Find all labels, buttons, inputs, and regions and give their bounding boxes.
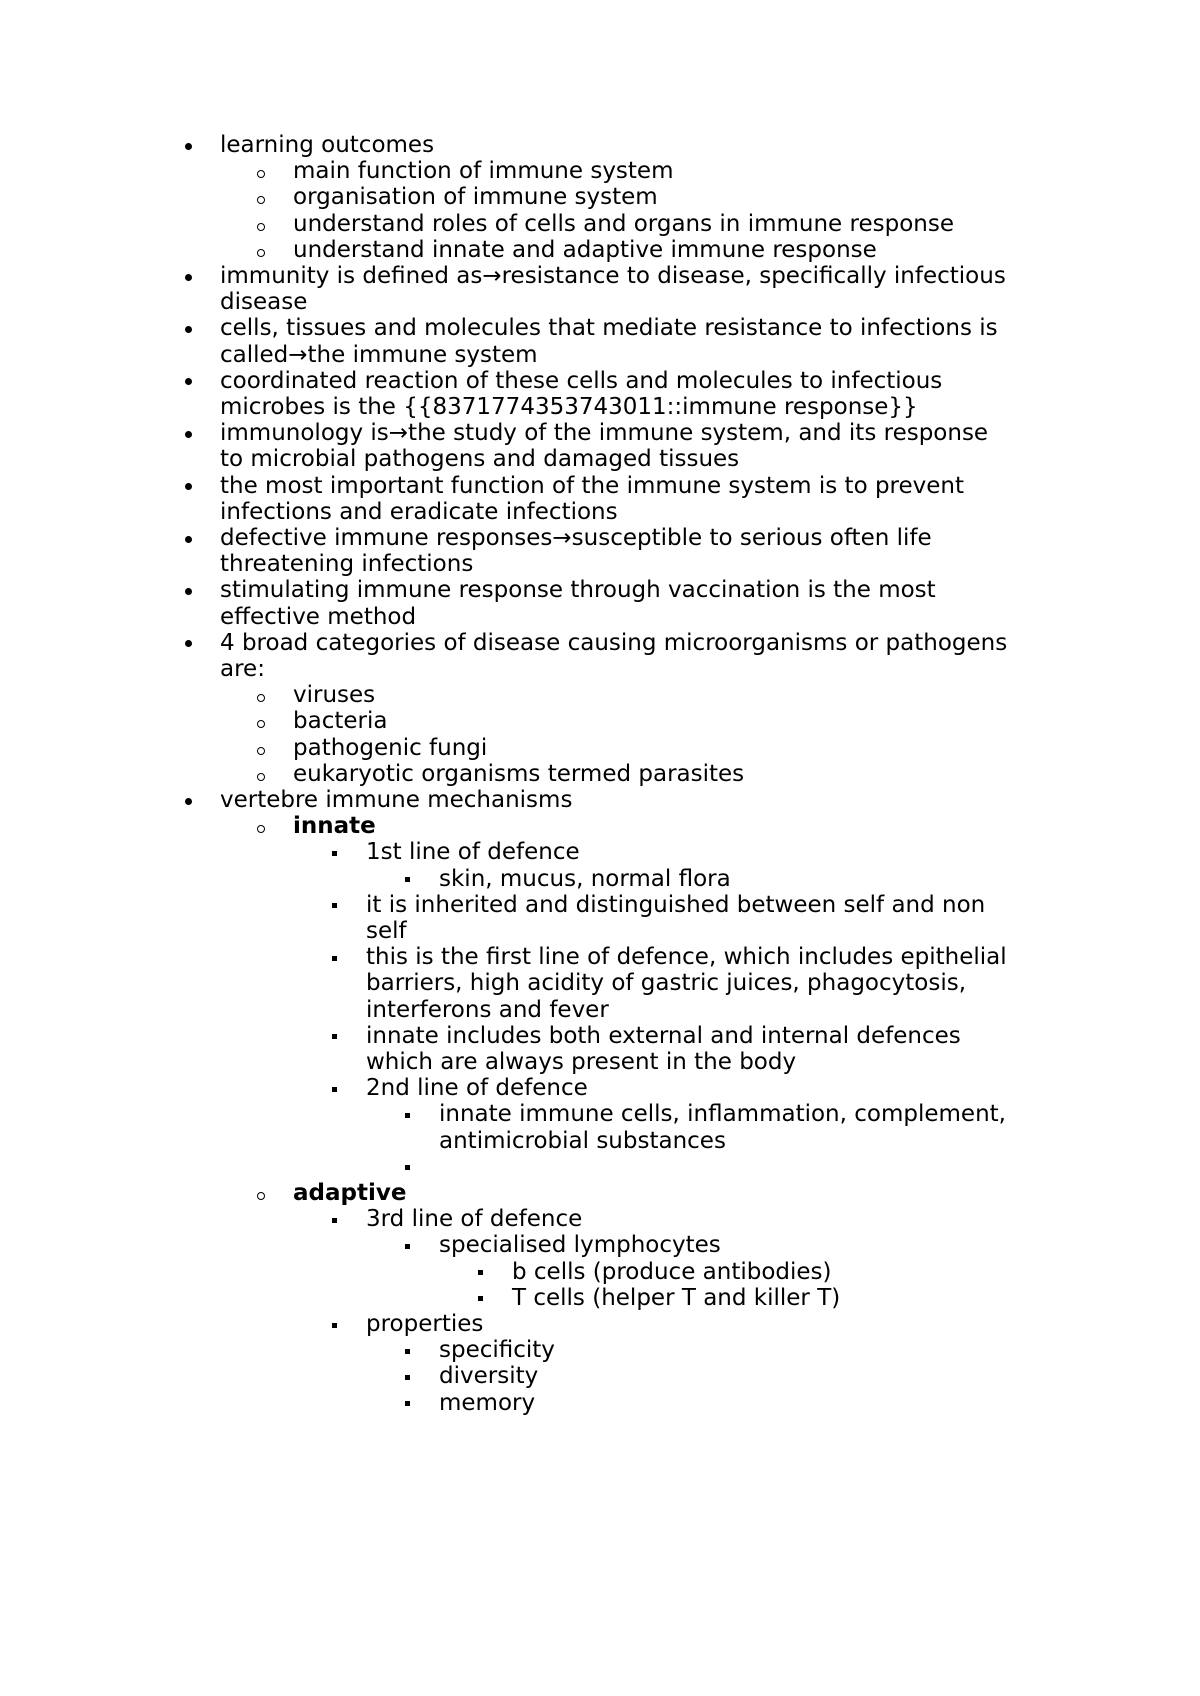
list-item-text: properties [366, 1311, 484, 1337]
list-item [0, 812, 1200, 840]
list-item [0, 1389, 1200, 1417]
list-item [0, 576, 1200, 604]
circle-bullet-icon [251, 210, 271, 238]
dot-bullet-icon [178, 576, 198, 604]
list-item-continuation [0, 445, 1200, 473]
list-item-text: main function of immune system [293, 158, 674, 185]
list-item-text: self [366, 918, 407, 944]
circle-bullet-icon [251, 157, 271, 185]
list-item-text: interferons and fever [366, 996, 609, 1023]
dot-bullet-icon [178, 629, 198, 657]
dot-bullet-icon [178, 131, 198, 159]
list-item-continuation [0, 917, 1200, 945]
list-item-text: skin, mucus, normal flora [439, 865, 731, 892]
list-item [0, 367, 1200, 395]
list-item [0, 1362, 1200, 1390]
list-item-continuation [0, 655, 1200, 683]
square-bullet-icon [324, 1310, 344, 1338]
list-item-continuation [0, 498, 1200, 526]
list-item-text: effective method [220, 603, 417, 630]
list-item [0, 183, 1200, 211]
list-item [0, 1153, 1200, 1181]
square-bullet-icon [324, 1205, 344, 1233]
square-bullet-icon [324, 1074, 344, 1102]
list-item-text: the most important function of the immune system is to prevent [220, 472, 965, 499]
list-item-text: eukaryotic organisms termed parasites [293, 760, 745, 787]
list-item [0, 707, 1200, 735]
list-item [0, 838, 1200, 866]
list-item-text: pathogenic fungi [293, 734, 488, 761]
list-item-text: learning outcomes [220, 132, 435, 158]
list-item-text: disease [220, 289, 308, 316]
list-item-continuation [0, 603, 1200, 631]
list-item-continuation [0, 341, 1200, 369]
list-item [0, 236, 1200, 264]
list-item-text: T cells (helper T and killer T) [512, 1284, 841, 1311]
square-bullet-icon [397, 1362, 417, 1390]
list-item-text: immunology is→the study of the immune system, and its response [220, 420, 989, 447]
list-item [0, 681, 1200, 709]
circle-bullet-icon [251, 812, 271, 840]
list-item-text: memory [439, 1389, 536, 1416]
list-item-text: this is the first line of defence, which includes epithelial [366, 944, 1007, 971]
list-item-text: infections and eradicate infections [220, 498, 618, 525]
circle-bullet-icon [251, 183, 271, 211]
square-bullet-icon [397, 1336, 417, 1364]
list-item-text: which are always present in the body [366, 1049, 797, 1075]
list-item [0, 760, 1200, 788]
dot-bullet-icon [178, 262, 198, 290]
square-bullet-icon [324, 838, 344, 866]
list-item-text: defective immune responses→susceptible to serious often life [220, 525, 932, 551]
list-item [0, 1179, 1200, 1207]
dot-bullet-icon [178, 524, 198, 552]
list-item [0, 629, 1200, 657]
circle-bullet-icon [251, 760, 271, 788]
list-item-text: it is inherited and distinguished between self and non [366, 891, 986, 918]
list-item-continuation [0, 288, 1200, 316]
list-item [0, 1231, 1200, 1259]
list-item [0, 1310, 1200, 1338]
dot-bullet-icon [178, 786, 198, 814]
list-item-text: vertebre immune mechanisms [220, 787, 573, 813]
list-item [0, 786, 1200, 814]
list-item [0, 314, 1200, 342]
list-item-text: specificity [439, 1337, 555, 1364]
dot-bullet-icon [178, 367, 198, 395]
list-item-continuation [0, 969, 1200, 997]
list-item-continuation [0, 1048, 1200, 1076]
list-item-text: barriers, high acidity of gastric juices, phagocytosis, [366, 970, 967, 997]
list-item [0, 419, 1200, 447]
square-bullet-icon [397, 1100, 417, 1128]
square-bullet-icon [324, 891, 344, 919]
list-item-text: cells, tissues and molecules that mediate resistance to infections is [220, 315, 998, 342]
section-heading: innate [293, 813, 376, 840]
list-item-text: 1st line of defence [366, 839, 580, 866]
list-item [0, 943, 1200, 971]
list-item-text: 4 broad categories of disease causing microorganisms or pathogens [220, 629, 1008, 656]
list-item [0, 472, 1200, 500]
list-item-text: bacteria [293, 708, 388, 735]
list-item-continuation [0, 1127, 1200, 1155]
list-item-text: threatening infections [220, 551, 474, 578]
square-bullet-icon [397, 865, 417, 893]
list-item-text: innate immune cells, inflammation, complement, [439, 1101, 1006, 1128]
square-bullet-icon [397, 1153, 417, 1181]
list-item [0, 131, 1200, 159]
list-item [0, 734, 1200, 762]
list-item-continuation [0, 996, 1200, 1024]
list-item-text: called→the immune system [220, 341, 538, 368]
list-item-text: understand innate and adaptive immune response [293, 236, 877, 263]
list-item-text: stimulating immune response through vaccination is the most [220, 577, 936, 604]
list-item [0, 1258, 1200, 1286]
list-item-text: specialised lymphocytes [439, 1232, 721, 1259]
circle-bullet-icon [251, 681, 271, 709]
list-item-text: understand roles of cells and organs in immune response [293, 210, 954, 237]
square-bullet-icon [397, 1231, 417, 1259]
list-item-text: immunity is defined as→resistance to disease, specifically infectious [220, 263, 1006, 289]
list-item [0, 157, 1200, 185]
list-item-text: coordinated reaction of these cells and molecules to infectious [220, 367, 943, 394]
list-item-text: diversity [439, 1363, 539, 1390]
list-item-text: antimicrobial substances [439, 1127, 726, 1154]
square-bullet-icon [470, 1284, 490, 1312]
list-item-text: are: [220, 656, 265, 682]
list-item-text: b cells (produce antibodies) [512, 1258, 832, 1285]
list-item [0, 262, 1200, 290]
list-item [0, 524, 1200, 552]
dot-bullet-icon [178, 472, 198, 500]
dot-bullet-icon [178, 419, 198, 447]
list-item [0, 1100, 1200, 1128]
circle-bullet-icon [251, 734, 271, 762]
list-item [0, 891, 1200, 919]
list-item-continuation [0, 393, 1200, 421]
dot-bullet-icon [178, 314, 198, 342]
list-item [0, 1284, 1200, 1312]
list-item [0, 1074, 1200, 1102]
list-item [0, 1205, 1200, 1233]
list-item [0, 1336, 1200, 1364]
list-item-text: 3rd line of defence [366, 1206, 583, 1233]
section-heading: adaptive [293, 1180, 407, 1206]
list-item-text: microbes is the {{8371774353743011::immune response}} [220, 394, 918, 420]
list-item-text: organisation of immune system [293, 184, 658, 211]
square-bullet-icon [470, 1258, 490, 1286]
list-item-text: innate includes both external and internal defences [366, 1022, 961, 1049]
square-bullet-icon [324, 1022, 344, 1050]
list-item [0, 865, 1200, 893]
list-item-text: to microbial pathogens and damaged tissues [220, 446, 740, 473]
list-item [0, 210, 1200, 238]
circle-bullet-icon [251, 707, 271, 735]
list-item-continuation [0, 550, 1200, 578]
list-item [0, 1022, 1200, 1050]
list-item-text: viruses [293, 682, 376, 709]
circle-bullet-icon [251, 1179, 271, 1207]
square-bullet-icon [397, 1389, 417, 1417]
circle-bullet-icon [251, 236, 271, 264]
list-item-text: 2nd line of defence [366, 1075, 588, 1102]
square-bullet-icon [324, 943, 344, 971]
